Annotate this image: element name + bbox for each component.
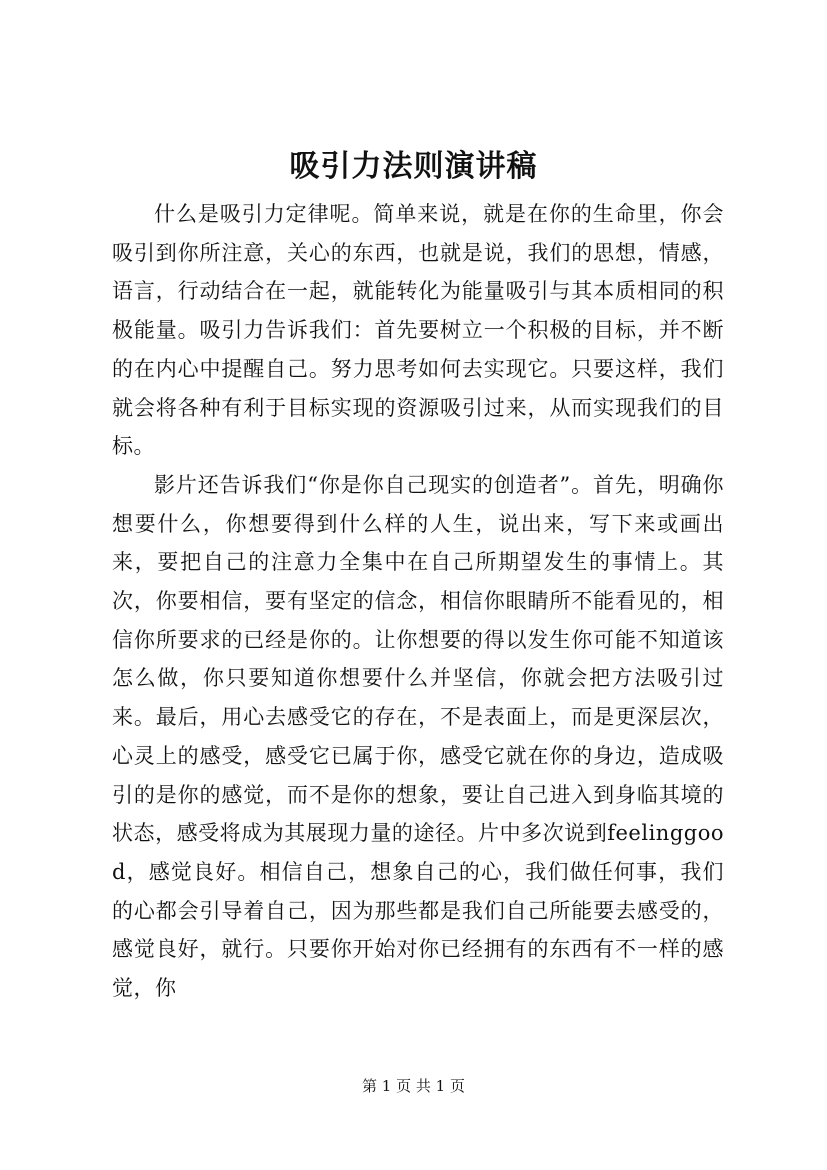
page-number-footer: 第 1 页 共 1 页 [362,1077,465,1095]
document-body [112,195,724,1008]
document-title: 吸引力法则演讲稿 [289,149,538,184]
paragraph-1: 什么是吸引力定律呢。简单来说，就是在你的生命里，你会吸引到你所注意，关心的东西，也就是说，我们的思想，情感，语言，行动结合在一起，就能转化为能量吸引与其本质相同的积极能量。吸引力告诉我们：首先要树立一个积极的目标，并不断的在内心中提醒自己。努力思考如何去实现它。只要这样，我们就会将各种有利于目标实现的资源吸引过来，从而实现我们的目标。 [112,202,724,459]
paragraph-2: 影片还告诉我们“你是你自己现实的创造者”。首先，明确你想要什么，你想要得到什么样的人生，说出来，写下来或画出来，要把自己的注意力全集中在自己所期望发生的事情上。其次，你要相信，要有坚定的信念，相信你眼睛所不能看见的，相信你所要求的已经是你的。让你想要的得以发生你可能不知道该怎么做，你只要知道你想要什么并坚信，你就会把方法吸引过来。最后，用心去感受它的存在，不是表面上，而是更深层次，心灵上的感受，感受它已属于你，感受它就在你的身边，造成吸引的是你的感觉，而不是你的想象，要让自己进入到身临其境的状态，感受将成为其展现力量的途径。片中多次说到feelinggood，感觉良好。相信自己，想象自己的心，我们做任何事，我们的心都会引导着自己，因为那些都是我们自己所能要去感受的，感觉良好，就行。只要你开始对你已经拥有的东西有不一样的感觉，你 [112,472,724,1001]
